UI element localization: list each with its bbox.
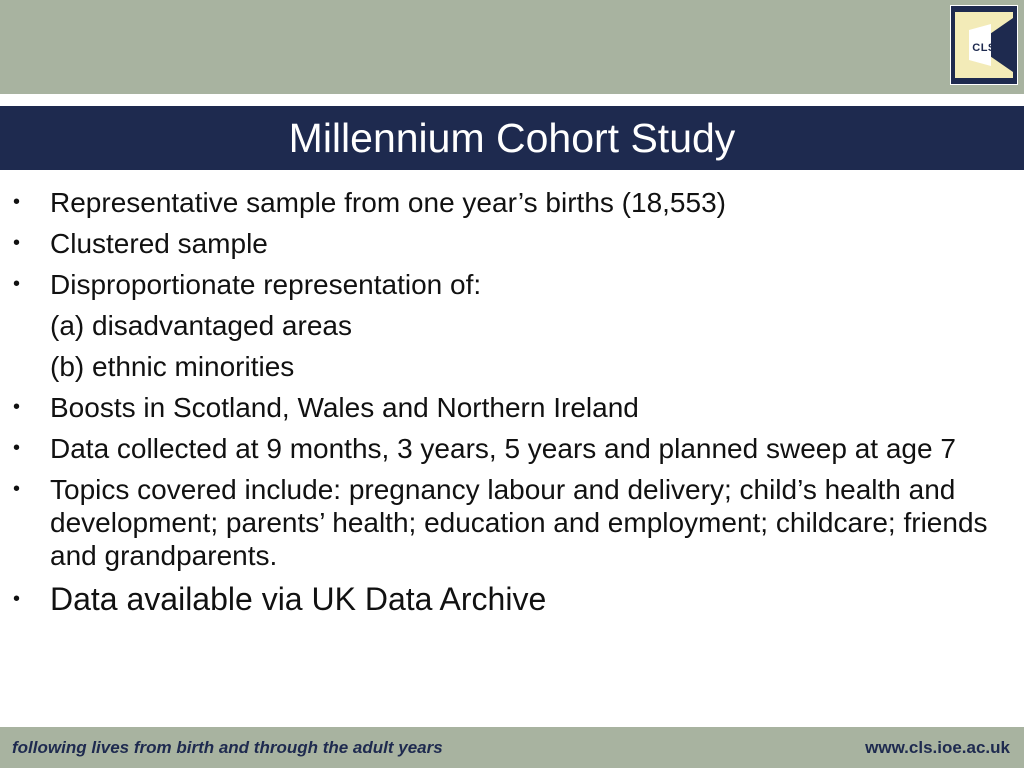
sub-item-text: (b) ethnic minorities	[50, 351, 295, 382]
sub-item	[0, 309, 1024, 342]
bullet-item	[0, 227, 1024, 260]
bullet-dot: •	[13, 232, 21, 254]
bullet-item	[0, 432, 1024, 465]
bullet-item	[0, 268, 1024, 301]
sub-item-text: (a) disadvantaged areas	[50, 310, 352, 341]
bullet-text: Boosts in Scotland, Wales and Northern Ireland	[50, 392, 639, 423]
footer-tagline: following lives from birth and through the adult years	[12, 738, 443, 757]
footer-band	[0, 727, 1024, 768]
bullet-item	[0, 186, 1024, 219]
bullet-text: Clustered sample	[50, 228, 268, 259]
slide-title: Millennium Cohort Study	[288, 115, 736, 161]
bullet-text: Topics covered include: pregnancy labour and delivery; child’s health and development; parents’ health; education and employment; childcare; friends and grandparents.	[50, 474, 988, 571]
title-bar	[0, 106, 1024, 170]
bullet-text: Data collected at 9 months, 3 years, 5 years and planned sweep at age 7	[50, 433, 956, 464]
sub-item	[0, 350, 1024, 383]
bullet-list	[0, 186, 1024, 618]
cls-logo	[950, 5, 1018, 85]
slide-content	[0, 186, 1024, 626]
bullet-dot: •	[13, 437, 21, 459]
bullet-dot: •	[13, 396, 21, 418]
bullet-dot: •	[13, 273, 21, 295]
footer-url[interactable]: www.cls.ioe.ac.uk	[865, 738, 1010, 757]
bullet-item	[0, 580, 1024, 618]
bullet-dot: •	[13, 478, 21, 500]
bullet-item	[0, 473, 1024, 572]
bullet-dot: •	[13, 588, 21, 610]
bullet-text: Data available via UK Data Archive	[50, 581, 547, 617]
bullet-dot: •	[13, 191, 21, 213]
bullet-text: Disproportionate representation of:	[50, 269, 482, 300]
logo-text: CLS	[972, 42, 996, 54]
bullet-item	[0, 391, 1024, 424]
top-band	[0, 0, 1024, 94]
bullet-text: Representative sample from one year’s births (18,553)	[50, 187, 726, 218]
